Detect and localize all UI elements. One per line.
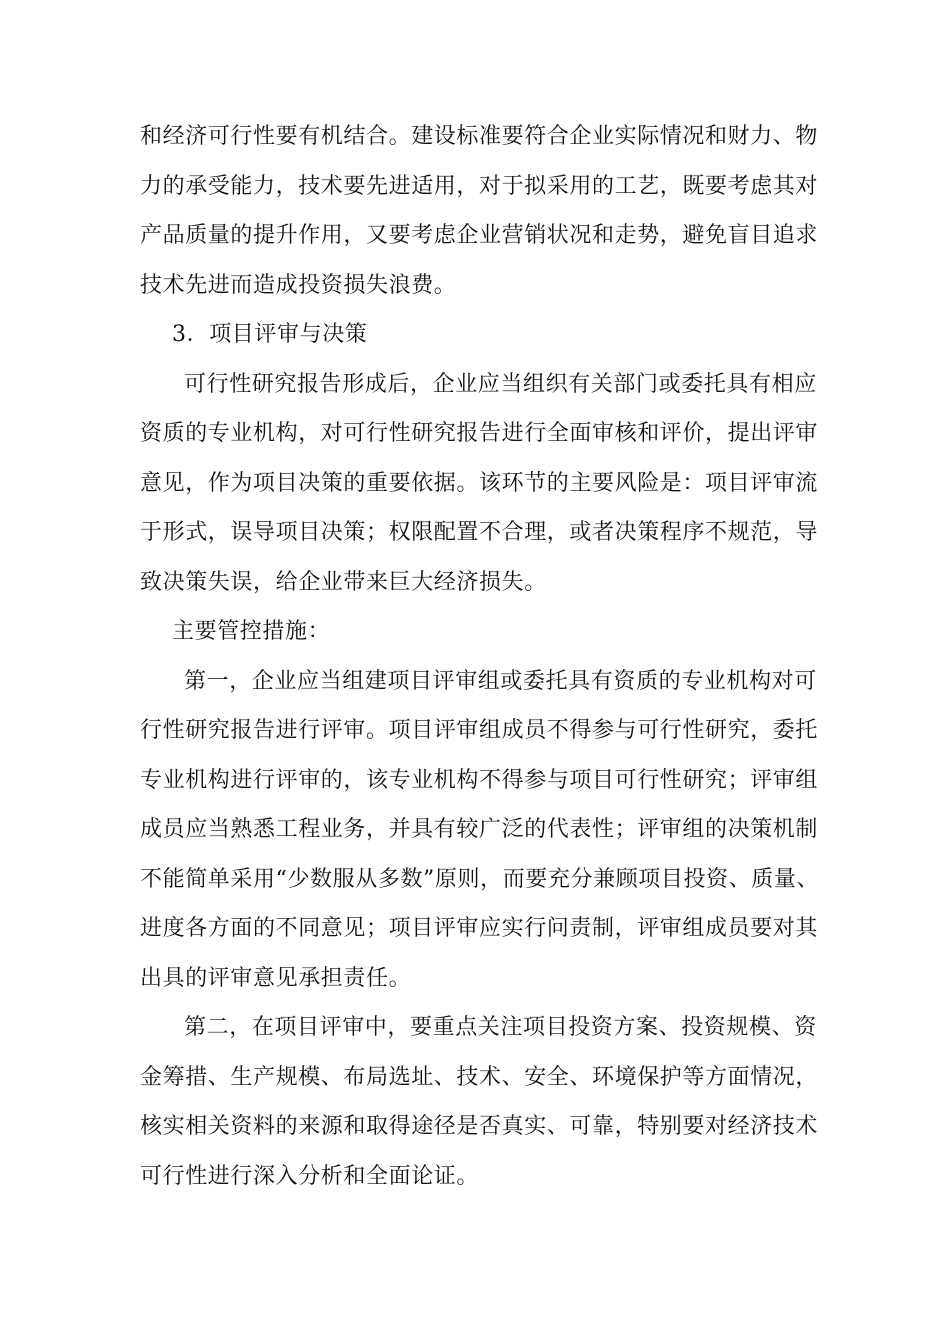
paragraph-measure-second [140, 1003, 819, 1201]
text-line: 意见，作为项目决策的重要依据。该环节的主要风险是：项目评审流 [140, 470, 819, 496]
text-line: 和经济可行性要有机结合。建设标准要符合企业实际情况和财力、物 [140, 124, 819, 149]
text-line: 技术先进而造成投资损失浪费。 [140, 272, 457, 298]
paragraph-economic-feasibility [140, 112, 819, 310]
section-heading-review-decision [140, 310, 812, 360]
text-line: 资质的专业机构，对可行性研究报告进行全面审核和评价，提出评审 [140, 421, 819, 446]
text-line: 不能简单采用“少数服从多数”原则，而要充分兼顾项目投资、质量、 [140, 866, 820, 892]
document-page [140, 112, 820, 1201]
text-line: 可行性研究报告形成后，企业应当组织有关部门或委托具有相应 [184, 371, 817, 397]
text-line: 可行性进行深入分析和全面论证。 [140, 1163, 480, 1189]
text-line: 进度各方面的不同意见；项目评审应实行问责制，评审组成员要对其 [140, 916, 819, 941]
text-line: 第一，企业应当组建项目评审组或委托具有资质的专业机构对可 [184, 668, 817, 694]
text-line: 核实相关资料的来源和取得途径是否真实、可靠，特别要对经济技术 [140, 1114, 819, 1139]
text-line: 产品质量的提升作用，又要考虑企业营销状况和走势，避免盲目追求 [140, 223, 819, 248]
text-line: 于形式，误导项目决策；权限配置不合理，或者决策程序不规范，导 [140, 520, 819, 545]
section-heading: 3．项目评审与决策 [172, 322, 368, 347]
paragraph-measure-first [140, 657, 820, 1004]
text-line: 金筹措、生产规模、布局选址、技术、安全、环境保护等方面情况， [140, 1064, 819, 1090]
subheading: 主要管控措施： [172, 619, 331, 644]
text-line: 第二，在项目评审中，要重点关注项目投资方案、投资规模、资 [184, 1015, 817, 1040]
text-line: 专业机构进行评审的，该专业机构不得参与项目可行性研究；评审组 [140, 767, 819, 793]
text-line: 力的承受能力，技术要先进适用，对于拟采用的工艺，既要考虑其对 [140, 173, 819, 199]
subheading-control-measures [140, 607, 812, 657]
text-line: 成员应当熟悉工程业务，并具有较广泛的代表性；评审组的决策机制 [140, 817, 819, 842]
paragraph-review-risks [140, 360, 819, 608]
text-line: 出具的评审意见承担责任。 [140, 965, 412, 991]
text-line: 致决策失误，给企业带来巨大经济损失。 [140, 569, 547, 595]
text-line: 行性研究报告进行评审。项目评审组成员不得参与可行性研究，委托 [140, 718, 819, 743]
